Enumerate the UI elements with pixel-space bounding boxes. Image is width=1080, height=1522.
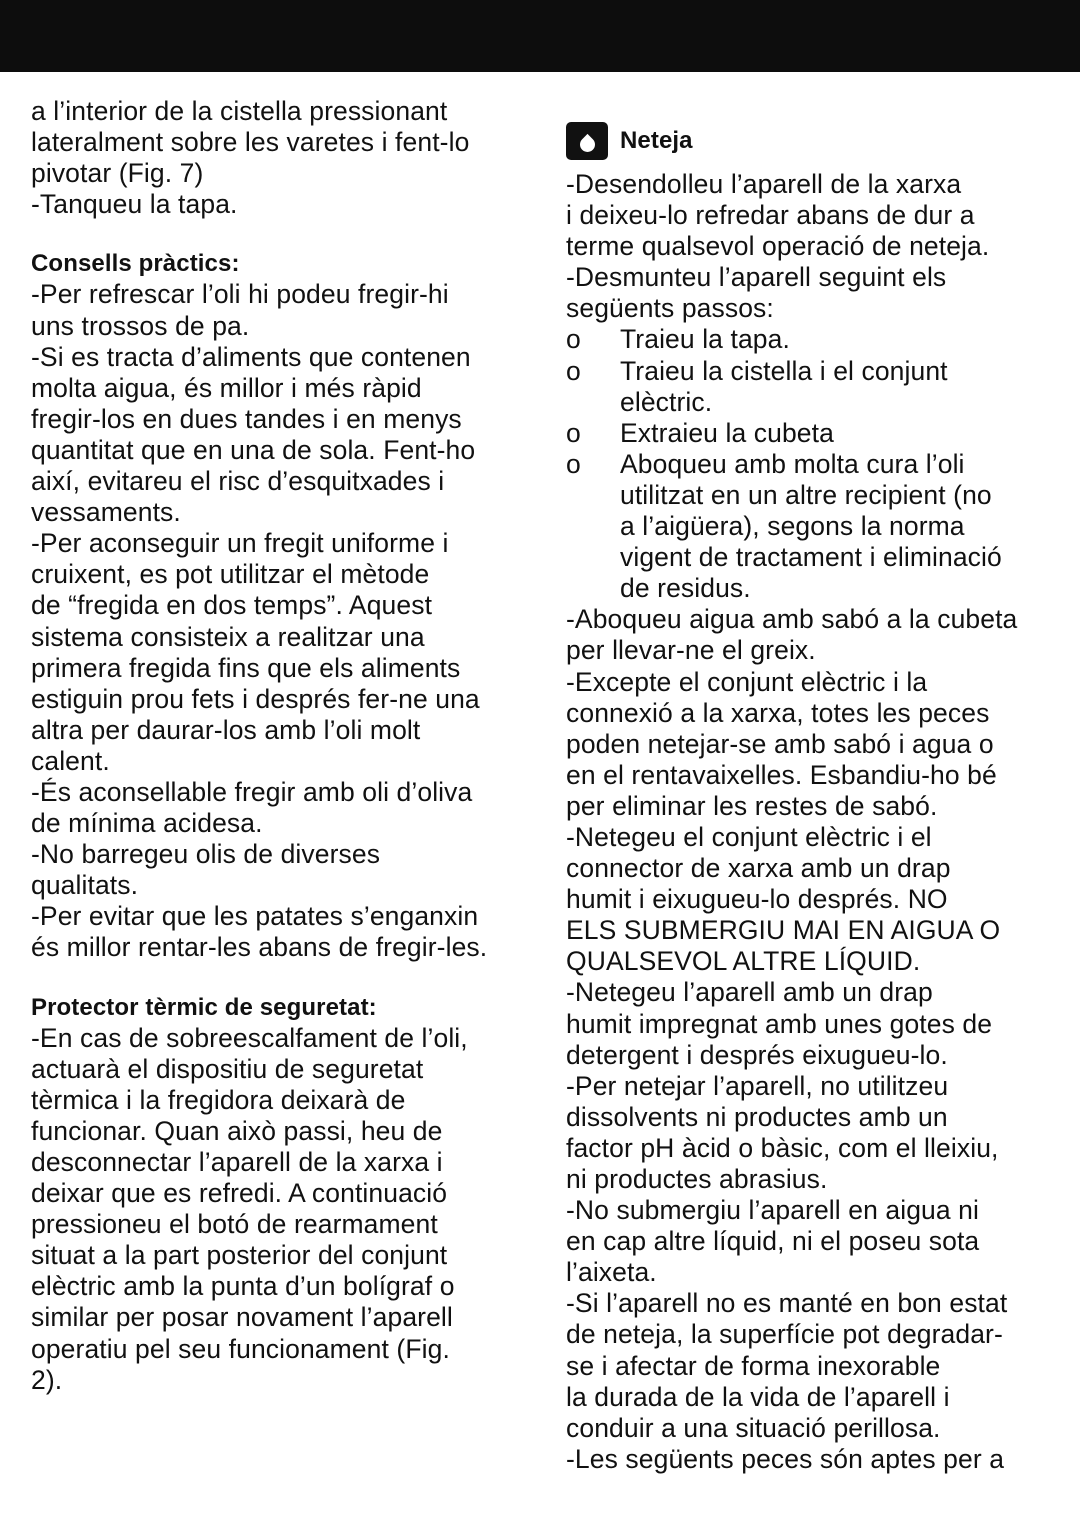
text-line: qualitats. (31, 870, 139, 901)
bullet-marker: o (566, 417, 581, 448)
text-line: -Per evitar que les patates s’enganxin (31, 901, 479, 932)
text-line: detergent i després eixugueu-lo. (566, 1039, 948, 1070)
consells-text (31, 279, 531, 963)
text-line: i deixeu-lo refredar abans de dur a (566, 200, 975, 231)
step-text-continuation: a l’aigüera), segons la norma (620, 511, 965, 542)
text-line: -Si l’aparell no es manté en bon estat (566, 1288, 1008, 1319)
text-line: -En cas de sobreescalfament de l’oli, (31, 1022, 468, 1053)
text-line: tèrmica i la fregidora deixarà de (31, 1084, 406, 1115)
text-line: l’aixeta. (566, 1257, 657, 1288)
step-text-continuation: utilitzat en un altre recipient (no (620, 479, 992, 510)
text-line: terme qualsevol operació de neteja. (566, 231, 990, 262)
text-line: -Per netejar l’aparell, no utilitzeu (566, 1070, 949, 1101)
text-line: -Aboqueu aigua amb sabó a la cubeta (566, 604, 1018, 635)
text-line: vessaments. (31, 497, 181, 528)
water-drop-icon (566, 122, 608, 160)
text-line: QUALSEVOL ALTRE LÍQUID. (566, 946, 921, 977)
text-line: altra per daurar-los amb l’oli molt (31, 714, 421, 745)
neteja-header (566, 116, 1066, 166)
text-line: similar per posar novament l’aparell (31, 1302, 453, 1333)
text-line: estiguin prou fets i després fer-ne una (31, 683, 480, 714)
text-line: a l’interior de la cistella pressionant (31, 96, 448, 126)
text-line: següents passos: (566, 293, 774, 324)
text-line: -No submergiu l’aparell en aigua ni (566, 1195, 980, 1226)
text-line: operatiu pel seu funcionament (Fig. (31, 1333, 450, 1364)
text-line: així, evitareu el risc d’esquitxades i (31, 466, 445, 497)
text-line: -Si es tracta d’aliments que contenen (31, 341, 471, 372)
text-line: en cap altre líquid, ni el poseu sota (566, 1226, 980, 1257)
text-line: -Les següents peces són aptes per a (566, 1443, 1005, 1474)
text-line: ni productes abrasius. (566, 1164, 828, 1194)
step-text-continuation: vigent de tractament i eliminació (620, 542, 1002, 573)
step-item (566, 324, 1066, 355)
text-line: ELS SUBMERGIU MAI EN AIGUA O (566, 915, 1001, 946)
text-line: dissolvents ni productes amb un (566, 1101, 948, 1132)
text-line: cruixent, es pot utilitzar el mètode (31, 559, 430, 590)
text-line: és millor rentar-les abans de fregir-les. (31, 932, 488, 963)
left-column (31, 96, 531, 1396)
text-line: connexió a la xarxa, totes les peces (566, 697, 990, 728)
text-line: funcionar. Quan això passi, heu de (31, 1115, 443, 1146)
step-text: Traieu la tapa. (620, 324, 790, 355)
bullet-marker: o (566, 324, 581, 355)
text-line: -Excepte el conjunt elèctric i la (566, 666, 928, 697)
text-line: conduir a una situació perillosa. (566, 1412, 941, 1443)
text-line: -Tanqueu la tapa. (31, 189, 238, 220)
text-line: poden netejar-se amb sabó i agua o (566, 728, 994, 759)
text-line: se i afectar de forma inexorable (566, 1350, 941, 1381)
text-line: per eliminar les restes de sabó. (566, 790, 938, 821)
text-line: sistema consisteix a realitzar una (31, 621, 425, 652)
spacer (31, 220, 531, 248)
step-text-continuation: elèctric. (620, 386, 713, 417)
text-line: deixar que es refredi. A continuació (31, 1178, 448, 1209)
text-line: lateralment sobre les varetes i fent-lo (31, 127, 470, 158)
spacer (31, 964, 531, 992)
text-line: factor pH àcid o bàsic, com el lleixiu, (566, 1132, 999, 1163)
text-line: -Per aconseguir un fregit uniforme i (31, 528, 449, 559)
text-line: situat a la part posterior del conjunt (31, 1240, 448, 1271)
text-line: molta aigua, és millor i més ràpid (31, 372, 422, 403)
text-line: -Desendolleu l’aparell de la xarxa (566, 169, 962, 199)
neteja-text (566, 604, 1066, 1475)
step-text: Aboqueu amb molta cura l’oli (620, 448, 965, 479)
steps-list (566, 324, 1066, 604)
text-line: primera fregida fins que els aliments (31, 652, 461, 683)
protector-text (31, 1023, 531, 1396)
step-text: Extraieu la cubeta (620, 417, 834, 448)
text-line: elèctric amb la punta d’un bolígraf o (31, 1271, 455, 1302)
text-line: fregir-los en dues tandes i en menys (31, 403, 462, 434)
neteja-heading: Neteja (620, 127, 693, 155)
text-line: -Netegeu el conjunt elèctric i el (566, 821, 932, 852)
header-bar (0, 0, 1080, 72)
text-line: pivotar (Fig. 7) (31, 158, 204, 189)
bullet-marker: o (566, 355, 581, 386)
text-line: de neteja, la superfície pot degradar- (566, 1319, 1003, 1350)
step-text-continuation: de residus. (620, 573, 751, 604)
text-line: actuarà el dispositiu de seguretat (31, 1053, 424, 1084)
text-line: -Netegeu l’aparell amb un drap (566, 977, 933, 1008)
text-line: -És aconsellable fregir amb oli d’oliva (31, 776, 473, 807)
text-line: en el rentavaixelles. Esbandiu-ho bé (566, 759, 997, 790)
text-line: desconnectar l’aparell de la xarxa i (31, 1147, 443, 1177)
text-line: -Per refrescar l’oli hi podeu fregir-hi (31, 279, 449, 310)
text-line: -No barregeu olis de diverses (31, 839, 381, 870)
protector-heading: Protector tèrmic de seguretat: (31, 993, 377, 1021)
text-line: pressioneu el botó de rearmament (31, 1209, 438, 1240)
text-line: connector de xarxa amb un drap (566, 853, 951, 884)
text-line: de “fregida en dos temps”. Aquest (31, 590, 433, 621)
bullet-marker: o (566, 448, 581, 479)
intro-text (31, 96, 531, 220)
step-item (566, 418, 1066, 449)
text-line: per llevar-ne el greix. (566, 635, 816, 666)
text-line: uns trossos de pa. (31, 310, 250, 341)
text-line: calent. (31, 745, 110, 776)
text-line: quantitat que en una de sola. Fent-ho (31, 434, 476, 465)
neteja-intro (566, 169, 1066, 324)
text-line: la durada de la vida de l’aparell i (566, 1381, 950, 1412)
text-line: de mínima acidesa. (31, 808, 263, 839)
text-line: 2). (31, 1364, 63, 1395)
consells-heading: Consells pràctics: (31, 250, 240, 278)
right-column (566, 116, 1066, 1475)
step-text: Traieu la cistella i el conjunt (620, 355, 948, 386)
step-item (566, 356, 1066, 387)
text-line: humit i eixugueu-lo després. NO (566, 884, 948, 915)
text-line: humit impregnat amb unes gotes de (566, 1008, 993, 1039)
text-line: -Desmunteu l’aparell seguint els (566, 262, 947, 293)
step-item (566, 449, 1066, 480)
